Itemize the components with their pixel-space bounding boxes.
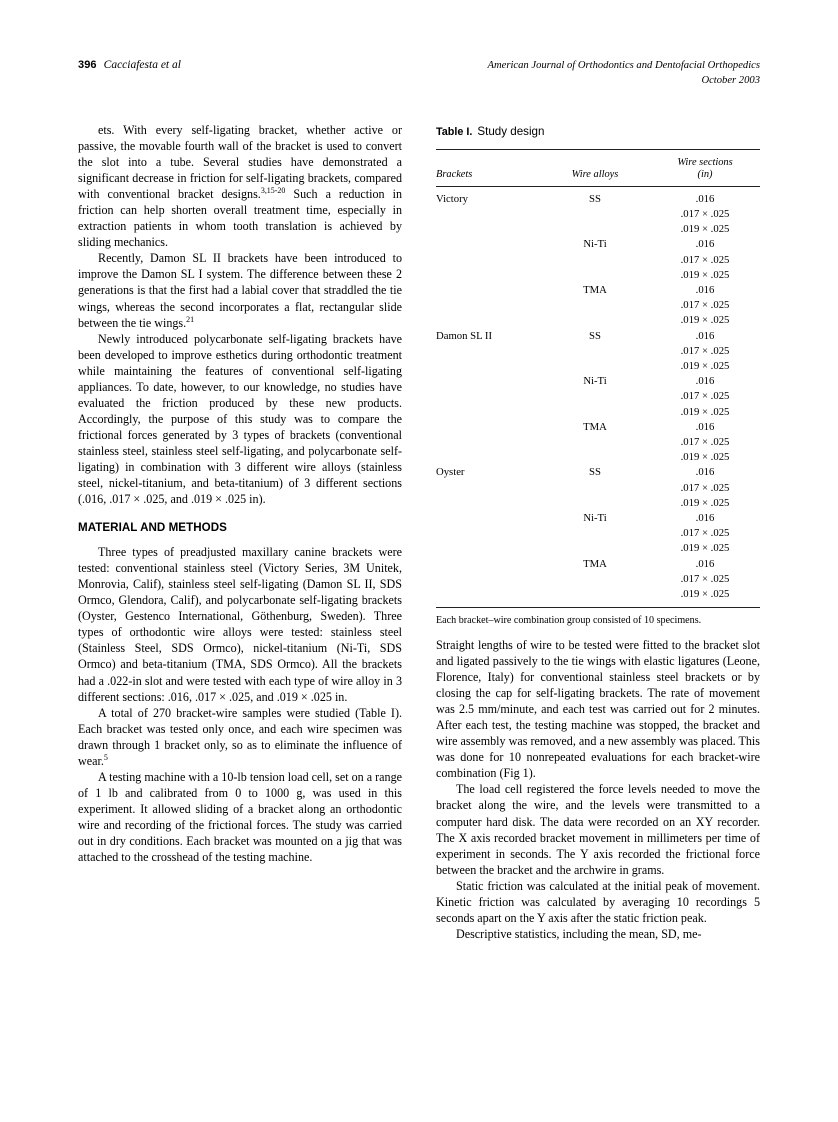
- table-row: [436, 557, 760, 572]
- column-header-brackets: Brackets: [436, 169, 473, 181]
- table-row: [436, 253, 760, 268]
- table-row: [436, 359, 760, 374]
- cell-wire-section: .019 × .025: [680, 223, 730, 236]
- table-row: [436, 268, 760, 283]
- cell-bracket: [436, 207, 540, 222]
- table-row: [436, 541, 760, 556]
- table-row: [436, 283, 760, 298]
- cell-bracket: [436, 253, 540, 268]
- paragraph-text: Straight lengths of wire to be tested were fitted to the bracket slot and ligated passively to the tie wings with elastic ligatures (Leone, Florence, Italy) for conventional stainless steel brackets or by closing the cap for self-ligating brackets. The rate of movement was 2.5 mm/minute, and each test was carried out for 2 minutes. After each test, the testing machine was stopped, the bracket and wire assembly was removed, and a new assembly was placed. This was done for 10 nonrepeated evaluations for each bracket-wire combination (Fig 1).: [436, 638, 760, 781]
- table-row: [436, 374, 760, 389]
- paragraph: [78, 544, 402, 704]
- paragraph: [78, 705, 402, 769]
- cell-wire-alloy: SS: [589, 192, 601, 205]
- paragraph: [78, 122, 402, 250]
- table-row: [436, 389, 760, 404]
- table-row: [436, 298, 760, 313]
- cell-wire-alloy: Ni-Ti: [583, 238, 607, 251]
- cell-wire-alloy: [540, 496, 650, 511]
- cell-bracket: [436, 481, 540, 496]
- paragraph-text: A testing machine with a 10-lb tension load cell, set on a range of 1 lb and calibrated from 0 to 1000 g, was used in this experiment. It allowed sliding of a bracket along an orthodontic wire and recording of the frictional forces. The study was carried out in dry conditions. Each bracket was mounted on a jig that was attached to the crosshead of the testing machine.: [78, 769, 402, 865]
- cell-wire-section: .016: [695, 284, 715, 297]
- cell-wire-alloy: TMA: [583, 557, 607, 570]
- paragraph: [436, 878, 760, 926]
- cell-bracket: [436, 526, 540, 541]
- cell-wire-section: .016: [695, 557, 715, 570]
- cell-bracket: [436, 344, 540, 359]
- paragraph-text: ets. With every self-ligating bracket, whether active or passive, the movable fourth wall of the bracket is used to convert the slot into a tube. Several studies have demonstrated a significant decrease in friction for self-ligating brackets, compared with conventional bracket designs.: [78, 123, 402, 202]
- table-row: [436, 405, 760, 420]
- cell-wire-alloy: [540, 313, 650, 328]
- cell-bracket: [436, 313, 540, 328]
- table-footnote: Each bracket–wire combination group consisted of 10 specimens.: [436, 615, 702, 627]
- cell-wire-alloy: [540, 587, 650, 607]
- cell-wire-section: .017 × .025: [680, 253, 730, 266]
- cell-wire-section: .016: [695, 512, 715, 525]
- cell-bracket: [436, 283, 540, 298]
- table-row: [436, 186, 760, 207]
- column-header-wire-alloys: Wire alloys: [571, 169, 619, 181]
- cell-bracket: Damon SL II: [436, 329, 492, 342]
- cell-wire-section: .019 × .025: [680, 542, 730, 555]
- cell-wire-section: .019 × .025: [680, 496, 730, 509]
- cell-wire-section: .016: [695, 466, 715, 479]
- running-head: [78, 58, 760, 98]
- section-heading-material-and-methods: MATERIAL AND METHODS: [78, 521, 227, 535]
- cell-wire-section: .017 × .025: [680, 481, 730, 494]
- cell-wire-alloy: [540, 405, 650, 420]
- cell-wire-section: .017 × .025: [680, 208, 730, 221]
- cell-wire-section: .019 × .025: [680, 405, 730, 418]
- paragraph: [436, 926, 760, 942]
- paragraph-text: Newly introduced polycarbonate self-ligating brackets have been developed to improve esthetics during orthodontic treatment while maintaining the features of conventional self-ligating appliances. To date, however, to our knowledge, no studies have evaluated the friction produced by these new products. Accordingly, the purpose of this study was to compare the frictional forces generated by 3 types of brackets (conventional stainless steel, stainless steel self-ligating, and polycarbonate self-ligating) in combination with 3 different wire alloys (stainless steel, nickel-titanium, and beta-titanium) of 3 different sections (.016, .017 × .025, and .019 × .025 in).: [78, 331, 402, 507]
- table-row: [436, 465, 760, 480]
- paragraph-text: The load cell registered the force levels needed to move the bracket along the wire, and the levels were transmitted to a computer hard disk. The data were recorded on an XY recorder. The X axis recorded bracket movement in millimeters per time of experiment in seconds. The Y axis recorded the frictional force between the bracket and the archwire in grams.: [436, 782, 760, 877]
- cell-wire-alloy: TMA: [583, 284, 607, 297]
- cell-wire-alloy: [540, 344, 650, 359]
- cell-wire-section: .016: [695, 420, 715, 433]
- table-row: [436, 526, 760, 541]
- citation-superscript: 21: [186, 314, 195, 324]
- cell-wire-alloy: [540, 389, 650, 404]
- paragraph-text: Descriptive statistics, including the mean, SD, me-: [456, 926, 702, 941]
- issue-date: October 2003: [701, 75, 760, 86]
- cell-wire-alloy: SS: [589, 466, 601, 479]
- paragraph-text: Recently, Damon SL II brackets have been introduced to improve the Damon SL I system. The difference between these 2 generations is that the first had a labial cover that straddled the tie wings, whereas the second incorporates a flat, rectangular slide between the tie wings.: [78, 251, 402, 330]
- table-row: [436, 435, 760, 450]
- running-head-right: [488, 58, 760, 88]
- cell-wire-alloy: Ni-Ti: [583, 375, 607, 388]
- table-row: [436, 222, 760, 237]
- cell-bracket: [436, 435, 540, 450]
- running-head-left: [78, 58, 181, 72]
- cell-bracket: Victory: [436, 192, 469, 205]
- cell-wire-alloy: [540, 268, 650, 283]
- table-label: Table I.: [436, 126, 473, 138]
- table-row: [436, 450, 760, 465]
- table-row: [436, 329, 760, 344]
- cell-wire-alloy: [540, 572, 650, 587]
- column-header-wire-sections-line1: Wire sections: [677, 157, 733, 168]
- cell-bracket: [436, 298, 540, 313]
- cell-bracket: [436, 405, 540, 420]
- table-row: [436, 313, 760, 328]
- cell-bracket: [436, 359, 540, 374]
- cell-wire-alloy: [540, 481, 650, 496]
- cell-wire-section: .016: [695, 375, 715, 388]
- column-header-wire-sections: [650, 150, 760, 187]
- cell-wire-section: .017 × .025: [680, 436, 730, 449]
- table-caption: [436, 124, 760, 140]
- cell-wire-alloy: TMA: [583, 420, 607, 433]
- citation-superscript: 5: [103, 752, 108, 762]
- table-row: [436, 496, 760, 511]
- cell-bracket: [436, 374, 540, 389]
- cell-wire-alloy: [540, 207, 650, 222]
- cell-bracket: [436, 572, 540, 587]
- right-column: [436, 637, 760, 942]
- running-head-author: Cacciafesta et al: [103, 59, 181, 71]
- cell-wire-section: .016: [695, 238, 715, 251]
- column-header-wire-sections-line2: (in): [697, 169, 713, 181]
- cell-wire-section: .017 × .025: [680, 390, 730, 403]
- cell-wire-alloy: Ni-Ti: [583, 512, 607, 525]
- table-study-design: [436, 124, 760, 628]
- table-row: [436, 481, 760, 496]
- table-row: [436, 344, 760, 359]
- cell-wire-alloy: [540, 526, 650, 541]
- cell-bracket: [436, 511, 540, 526]
- table-row: [436, 511, 760, 526]
- cell-wire-section: .019 × .025: [680, 360, 730, 373]
- cell-wire-alloy: [540, 253, 650, 268]
- paragraph: [436, 781, 760, 877]
- cell-wire-section: .019 × .025: [680, 314, 730, 327]
- cell-bracket: [436, 268, 540, 283]
- table-row: [436, 207, 760, 222]
- cell-wire-alloy: [540, 541, 650, 556]
- paragraph-text: Static friction was calculated at the initial peak of movement. Kinetic friction was calculated by averaging 10 recordings 5 seconds apart on the Y axis after the static friction peak.: [436, 878, 760, 925]
- cell-bracket: [436, 496, 540, 511]
- cell-wire-alloy: [540, 222, 650, 237]
- cell-wire-section: .017 × .025: [680, 527, 730, 540]
- paragraph: [78, 769, 402, 865]
- page-number: 396: [78, 59, 97, 71]
- table-row: [436, 572, 760, 587]
- cell-bracket: [436, 420, 540, 435]
- paragraph-text: A total of 270 bracket-wire samples were studied (Table I). Each bracket was tested only once, and each wire specimen was drawn through 1 bracket only, so as to eliminate the influence of wear.: [78, 705, 402, 768]
- cell-wire-section: .016: [695, 329, 715, 342]
- table-row: [436, 587, 760, 607]
- table-header: [436, 150, 760, 187]
- cell-bracket: [436, 237, 540, 252]
- cell-bracket: Oyster: [436, 466, 465, 479]
- cell-wire-section: .017 × .025: [680, 299, 730, 312]
- cell-wire-section: .019 × .025: [680, 588, 730, 601]
- cell-wire-section: .019 × .025: [680, 451, 730, 464]
- table-body: [436, 186, 760, 607]
- paragraph-text-cont: Such a reduction in friction can help shorten overall treatment time, especially in extraction patients in whom tooth translation is achieved by sliding mechanics.: [78, 187, 402, 250]
- journal-title: American Journal of Orthodontics and Dentofacial Orthopedics: [487, 60, 760, 71]
- paragraph: [436, 637, 760, 781]
- table-row: [436, 420, 760, 435]
- table-header-row: [436, 150, 760, 187]
- cell-bracket: [436, 557, 540, 572]
- cell-wire-alloy: [540, 435, 650, 450]
- table-title: Study design: [477, 125, 545, 138]
- table-row: [436, 237, 760, 252]
- study-design-table: [436, 149, 760, 607]
- cell-wire-alloy: [540, 298, 650, 313]
- cell-wire-section: .017 × .025: [680, 572, 730, 585]
- cell-wire-section: .019 × .025: [680, 268, 730, 281]
- cell-wire-alloy: [540, 450, 650, 465]
- paragraph: [78, 250, 402, 330]
- cell-bracket: [436, 587, 540, 607]
- cell-wire-section: .017 × .025: [680, 344, 730, 357]
- cell-bracket: [436, 222, 540, 237]
- cell-bracket: [436, 541, 540, 556]
- cell-wire-section: .016: [695, 192, 715, 205]
- cell-wire-alloy: [540, 359, 650, 374]
- paragraph: [78, 331, 402, 508]
- cell-bracket: [436, 389, 540, 404]
- cell-wire-alloy: SS: [589, 329, 601, 342]
- paragraph-text: Three types of preadjusted maxillary canine brackets were tested: conventional stainless steel (Victory Series, 3M Unitek, Monrovia, Calif), stainless steel self-ligating (Damon SL II, SDS Ormco, Glendora, Calif), and polycarbonate self-ligating brackets (Oyster, Gestenco International, Göthenburg, Sweden). Three types of orthodontic wire alloys were tested: stainless steel (Stainless Steel, SDS Ormco), nickel-titanium (Ni-Ti, SDS Ormco) and beta-titanium (TMA, SDS Ormco). All the brackets had a .022-in slot and were tested with each type of wire alloy in 3 different sections: .016, .017 × .025, and .019 × .025 in.: [78, 545, 402, 704]
- citation-superscript: 3,15-20: [260, 186, 286, 196]
- left-column: [78, 122, 402, 865]
- cell-bracket: [436, 450, 540, 465]
